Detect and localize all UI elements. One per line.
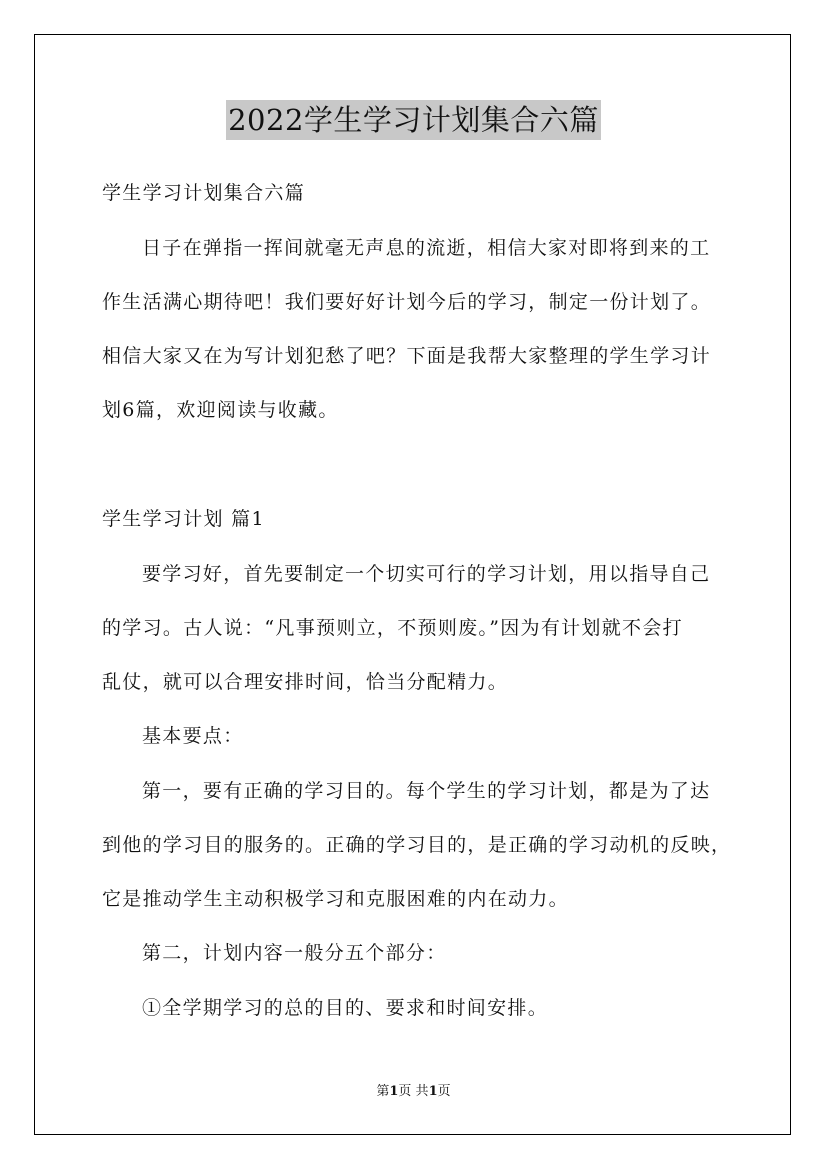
paragraph-line: ①全学期学习的总的目的、要求和时间安排。	[142, 997, 549, 1019]
footer-page-mid: 页 共	[398, 1084, 429, 1099]
paragraph-line: 基本要点：	[142, 725, 244, 747]
paragraph-line: 要学习好，首先要制定一个切实可行的学习计划，用以指导自己	[142, 563, 711, 585]
paragraph-line: 划6篇，欢迎阅读与收藏。	[102, 399, 339, 421]
paragraph-line: 到他的学习目的服务的。正确的学习目的，是正确的学习动机的反映，	[102, 834, 732, 856]
paragraph-line: 它是推动学生主动积极学习和克服困难的内在动力。	[102, 888, 569, 910]
paragraph-line: 第一，要有正确的学习目的。每个学生的学习计划，都是为了达	[142, 780, 711, 802]
page-footer	[0, 1084, 827, 1100]
title-wrap	[0, 100, 827, 140]
paragraph-line: 乱仗，就可以合理安排时间，恰当分配精力。	[102, 671, 509, 693]
footer-page-total: 1	[428, 1084, 438, 1099]
section-heading: 学生学习计划 篇1	[102, 508, 265, 530]
footer-page-prefix: 第	[376, 1084, 390, 1099]
subtitle-line: 学生学习计划集合六篇	[102, 182, 306, 204]
footer-page-suffix: 页	[437, 1084, 451, 1099]
paragraph-line: 相信大家又在为写计划犯愁了吧？下面是我帮大家整理的学生学习计	[102, 345, 712, 367]
paragraph-line: 日子在弹指一挥间就毫无声息的流逝，相信大家对即将到来的工	[142, 237, 711, 259]
footer-page-current: 1	[389, 1084, 399, 1099]
paragraph-line: 的学习。古人说：“凡事预则立，不预则废。”因为有计划就不会打	[102, 617, 683, 639]
paragraph-line: 第二，计划内容一般分五个部分：	[142, 942, 447, 964]
paragraph-line: 作生活满心期待吧！我们要好好计划今后的学习，制定一份计划了。	[102, 291, 712, 313]
document-title: 2022学生学习计划集合六篇	[226, 100, 601, 140]
